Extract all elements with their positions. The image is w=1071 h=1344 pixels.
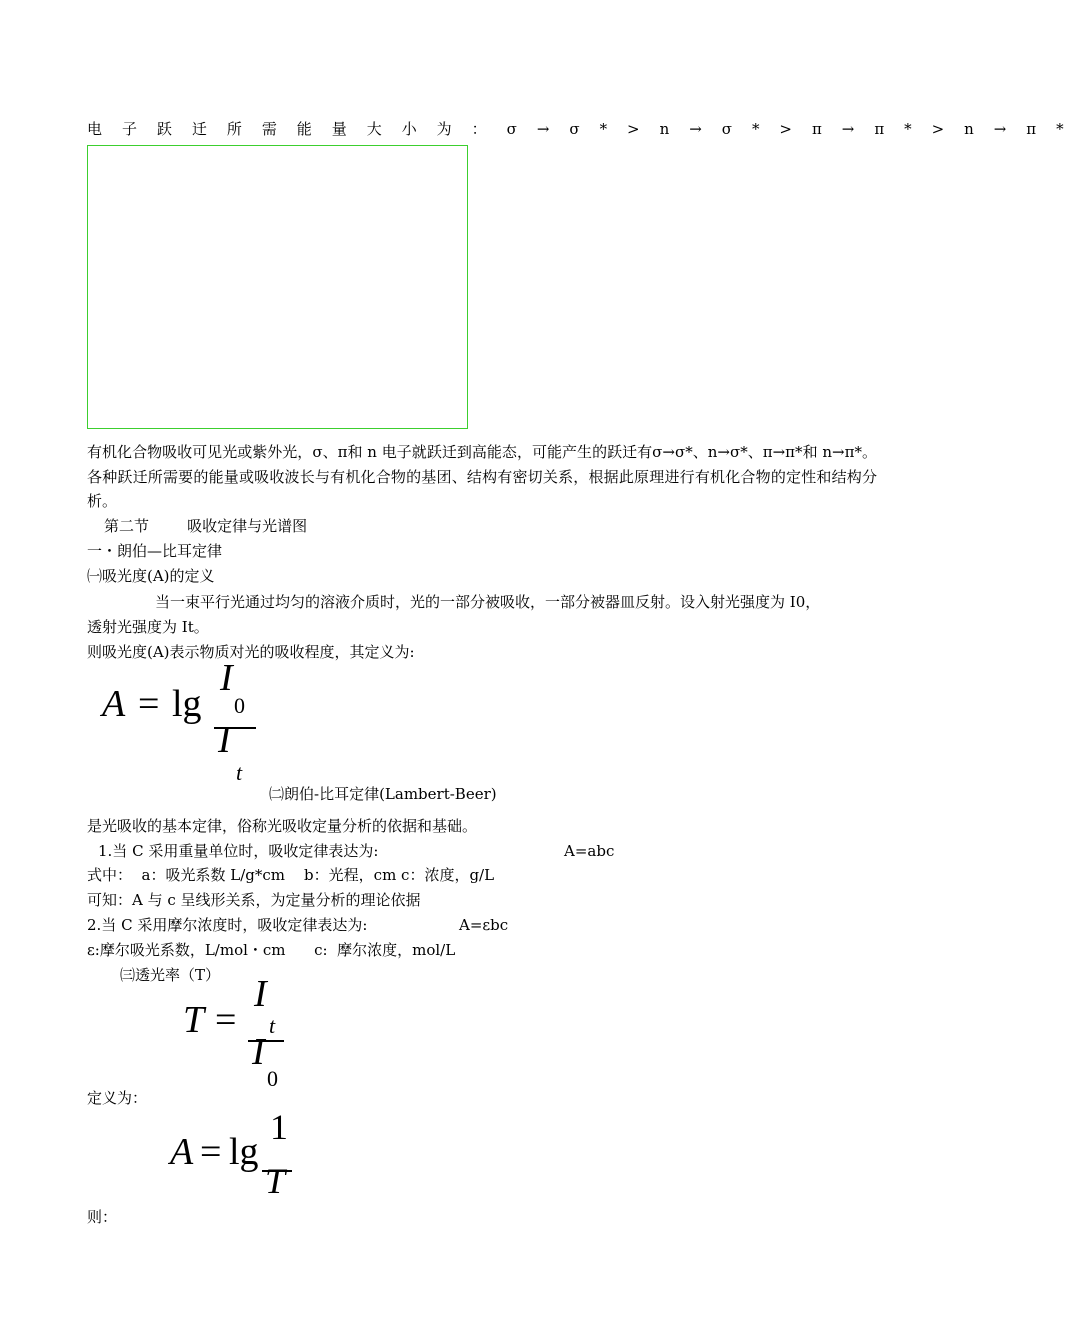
figure-placeholder xyxy=(87,145,468,429)
eq1-lg: lg xyxy=(172,683,202,725)
heading-absorbance-definition: ㈠吸光度(A)的定义 xyxy=(87,567,215,585)
item2-text: 2.当 C 采用摩尔浓度时，吸收定律表达为: xyxy=(87,916,368,934)
item1-text: 1.当 C 采用重量单位时，吸收定律表达为: xyxy=(98,842,379,860)
eq3-equals: = xyxy=(200,1131,222,1173)
paragraph-light-line2: 透射光强度为 It。 xyxy=(87,618,209,636)
eq2-numerator-sub: t xyxy=(269,1013,276,1038)
eq1-lhs: A xyxy=(102,683,126,725)
eq3-numerator: 1 xyxy=(270,1107,288,1147)
eq2-equals: = xyxy=(215,999,237,1041)
heading-lambert-beer: ㈡朗伯-比耳定律(Lambert-Beer) xyxy=(269,785,497,803)
eq1-numerator: I xyxy=(220,657,233,699)
item2-formula: A=εbc xyxy=(459,916,509,934)
eq1-equals: = xyxy=(138,683,160,725)
eq1-denominator: I xyxy=(218,719,231,761)
heading-transmittance: ㈢透光率（T） xyxy=(120,966,221,984)
item1-where: 式中： a：吸光系数 L/g*cm b：光程，cm c：浓度，g/L xyxy=(87,866,495,884)
section-heading: 第二节 吸收定律与光谱图 xyxy=(104,517,308,535)
item1-formula: A=abc xyxy=(564,842,615,860)
transition-energy-line: 电 子 跃 迁 所 需 能 量 大 小 为 ： σ → σ * > n → σ * > π → π * > n → π * xyxy=(87,120,1071,138)
definition-label: 定义为： xyxy=(87,1089,148,1107)
item1-note: 可知：A 与 c 呈线形关系，为定量分析的理论依据 xyxy=(87,891,421,909)
paragraph-basic-law: 是光吸收的基本定律，俗称光吸收定量分析的依据和基础。 xyxy=(87,817,478,835)
eq2-numerator: I xyxy=(254,973,267,1015)
eq3-lhs: A xyxy=(170,1131,194,1173)
item2-where: ε:摩尔吸光系数，L/mol・cm c: 摩尔浓度，mol/L xyxy=(87,941,456,959)
eq3-denominator: T xyxy=(265,1161,286,1201)
paragraph-light-line1: 当一束平行光通过均匀的溶液介质时，光的一部分被吸收，一部分被器皿反射。设入射光强度为 I0， xyxy=(155,593,821,611)
heading-lambert-law: 一・朗伯—比耳定律 xyxy=(87,542,223,560)
paragraph-absorbance-intro: 则吸光度(A)表示物质对光的吸收程度，其定义为: xyxy=(87,643,415,661)
eq3-lg: lg xyxy=(229,1131,259,1173)
eq1-denominator-sub: t xyxy=(236,760,243,785)
eq2-lhs: T xyxy=(183,999,205,1041)
eq1-numerator-sub: 0 xyxy=(234,693,245,718)
eq2-denominator-sub: 0 xyxy=(267,1066,278,1091)
then-label: 则： xyxy=(87,1208,118,1226)
paragraph-transitions: 有机化合物吸收可见光或紫外光，σ、π和 n 电子就跃迁到高能态，可能产生的跃迁有σ→σ*、n→σ*、π→π*和 n→π*。各种跃迁所需要的能量或吸收波长与有机化合物的基团、结构有密切关系，根据此原理进行有机化合物的定性和结构分析。 xyxy=(87,443,877,510)
eq2-denominator: I xyxy=(252,1031,265,1073)
